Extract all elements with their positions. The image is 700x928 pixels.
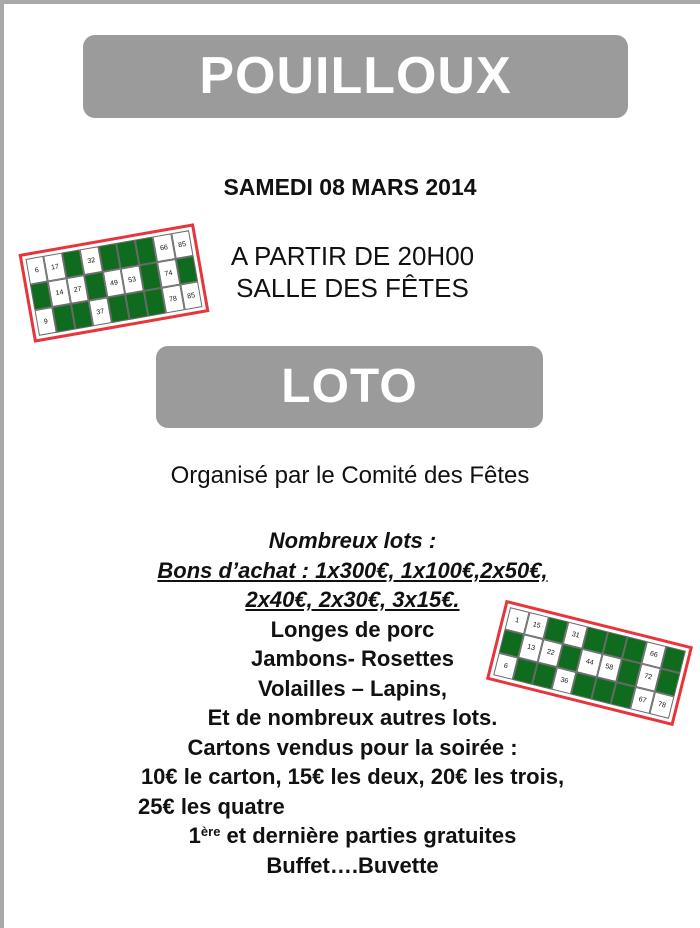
loto-title: LOTO <box>281 360 418 413</box>
card-cell-number: 78 <box>162 285 185 314</box>
card-cell-number: 31 <box>563 622 588 650</box>
card-cell-number: 17 <box>44 253 67 282</box>
prize-item: Jambons- Rosettes <box>251 646 454 671</box>
card-cell-number: 27 <box>66 275 89 304</box>
organizer-line: Organisé par le Comité des Fêtes <box>170 462 530 489</box>
prizes-section <box>90 526 615 880</box>
card-cell-filled <box>175 256 198 285</box>
card-cell-number: 22 <box>538 640 563 668</box>
buffet-line: Buffet….Buvette <box>266 852 439 878</box>
vouchers-line-1: Bons d’achat : 1x300€, 1x100€,2x50€, <box>157 557 548 583</box>
card-cell-number: 32 <box>80 246 103 275</box>
prices-line-1: 10€ le carton, 15€ les deux, 20€ les trois, <box>140 764 565 789</box>
card-cell-number: 53 <box>121 265 144 294</box>
card-cell-number: 58 <box>596 654 621 682</box>
card-cell-number: 66 <box>641 641 666 669</box>
card-cell-number: 6 <box>493 652 518 680</box>
page-title: POUILLOUX <box>199 47 512 105</box>
card-cell-number: 44 <box>577 649 602 677</box>
card-cell-number: 85 <box>171 230 194 259</box>
card-cell-number: 9 <box>35 307 58 336</box>
bingo-card-illustration-top <box>19 223 210 343</box>
bingo-card-grid <box>19 223 210 343</box>
vouchers-line-2: 2x40€, 2x30€, 3x15€. <box>245 587 460 612</box>
card-cell-number: 36 <box>552 667 577 695</box>
prize-item: Longes de porc <box>270 616 435 642</box>
card-cell-number: 72 <box>635 664 660 692</box>
event-date: SAMEDI 08 MARS 2014 <box>223 174 477 200</box>
card-cell-number: 85 <box>180 281 203 310</box>
free-games-ordinal: 1 <box>188 823 201 848</box>
card-cell-number: 13 <box>518 635 543 663</box>
card-cell-number: 78 <box>649 691 674 719</box>
free-games-text: et dernière parties gratuites <box>220 823 517 848</box>
card-cell-number: 37 <box>89 297 112 326</box>
event-venue: SALLE DES FÊTES <box>236 273 469 303</box>
page-top-edge <box>0 0 700 4</box>
card-cell-number: 74 <box>157 259 180 288</box>
prize-item: Et de nombreux autres lots. <box>207 705 498 730</box>
free-games-line <box>90 821 615 851</box>
card-cell-number: 6 <box>25 256 48 285</box>
prizes-heading: Nombreux lots : <box>268 528 437 553</box>
prices-line-2: 25€ les quatre <box>138 793 285 819</box>
free-games-superscript: ère <box>200 824 221 839</box>
prize-item: Volailles – Lapins, <box>257 675 448 701</box>
card-cell-number: 49 <box>103 269 126 298</box>
event-details <box>180 240 525 304</box>
card-cell-number: 1 <box>505 607 530 635</box>
card-cell-number: 14 <box>48 278 71 307</box>
card-cell-number: 66 <box>153 233 176 262</box>
title-banner <box>83 35 628 118</box>
loto-banner <box>156 346 543 428</box>
cards-title: Cartons vendus pour la soirée : <box>187 734 518 760</box>
card-cell-number: 67 <box>630 686 655 714</box>
event-time: A PARTIR DE 20H00 <box>230 241 475 271</box>
card-cell-number: 15 <box>524 612 549 640</box>
